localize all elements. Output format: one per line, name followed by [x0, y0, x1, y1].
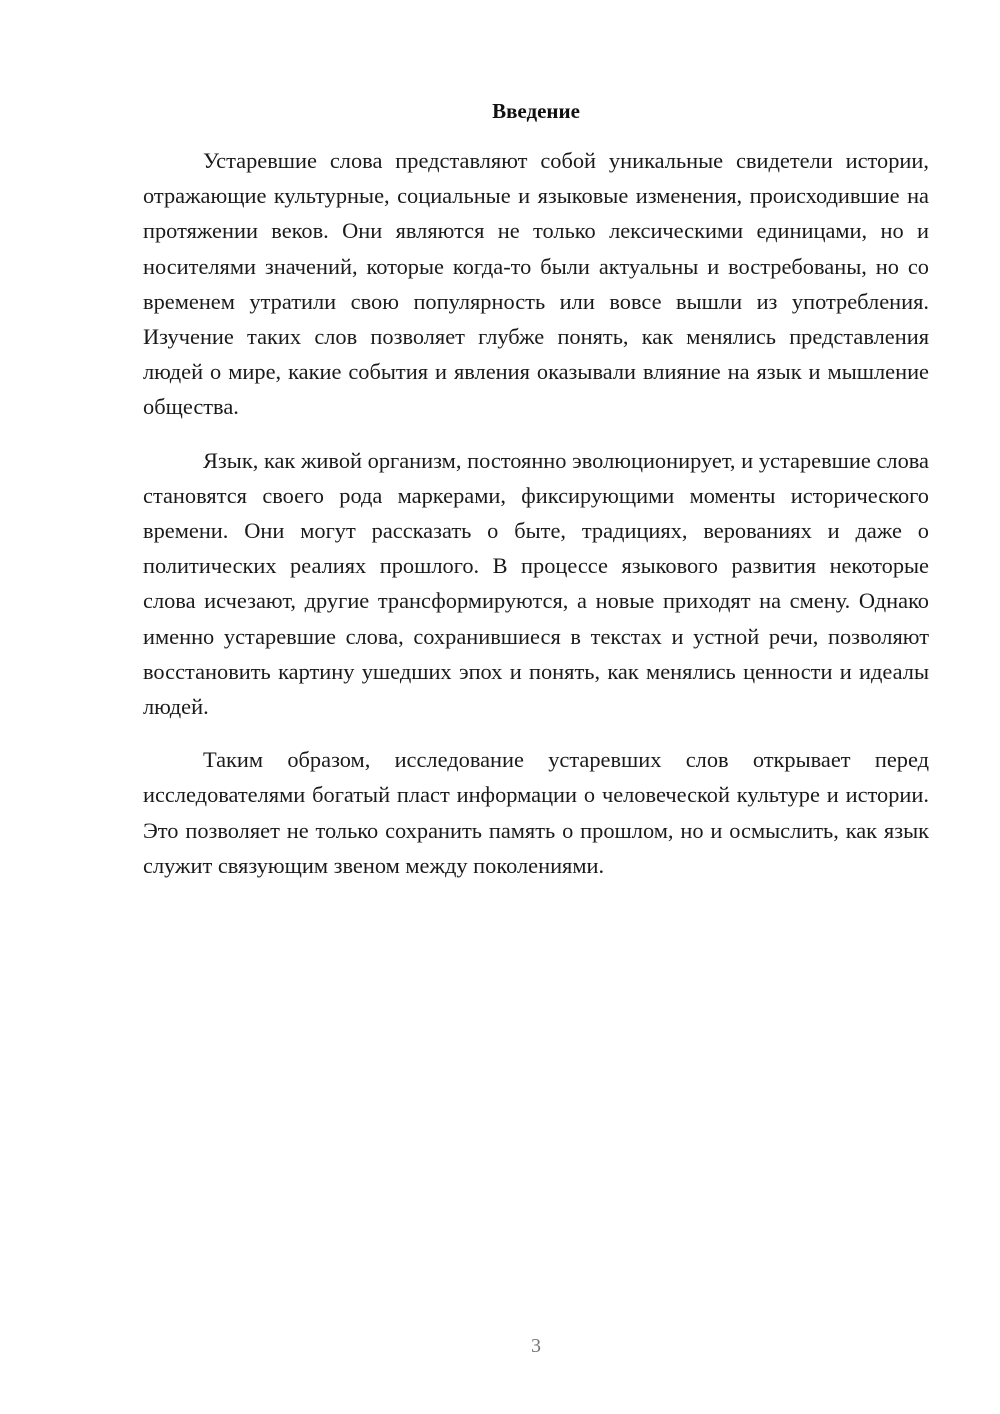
page-number: 3 [531, 1335, 541, 1357]
section-title: Введение [492, 99, 580, 123]
body-text [143, 143, 929, 883]
paragraph-2: Язык, как живой организм, постоянно эволюционирует, и устаревшие слова становятся своего рода маркерами, фиксирующими моменты исторического времени. Они могут рассказать о быте, традициях, верованиях и даже о политических реалиях прошлого. В процессе языкового развития некоторые слова исчезают, другие трансформируются, а новые приходят на смену. Однако именно устаревшие слова, сохранившиеся в текстах и устной речи, позволяют восстановить картину ушедших эпох и понять, как менялись ценности и идеалы людей. [143, 447, 929, 720]
paragraph-1: Устаревшие слова представляют собой уникальные свидетели истории, отражающие культурные, социальные и языковые изменения, происходившие на протяжении веков. Они являются не только лексическими единицами, но и носителями значений, которые когда-то были актуальны и востребованы, но со временем утратили свою популярность или вовсе вышли из употребления. Изучение таких слов позволяет глубже понять, как менялись представления людей о мире, какие события и явления оказывали влияние на язык и мышление общества. [143, 148, 929, 420]
paragraph-3: Таким образом, исследование устаревших слов открывает перед исследователями богатый пласт информации о человеческой культуре и истории. Это позволяет не только сохранить память о прошлом, но и осмыслить, как язык служит связующим звеном между поколениями. [143, 747, 929, 878]
